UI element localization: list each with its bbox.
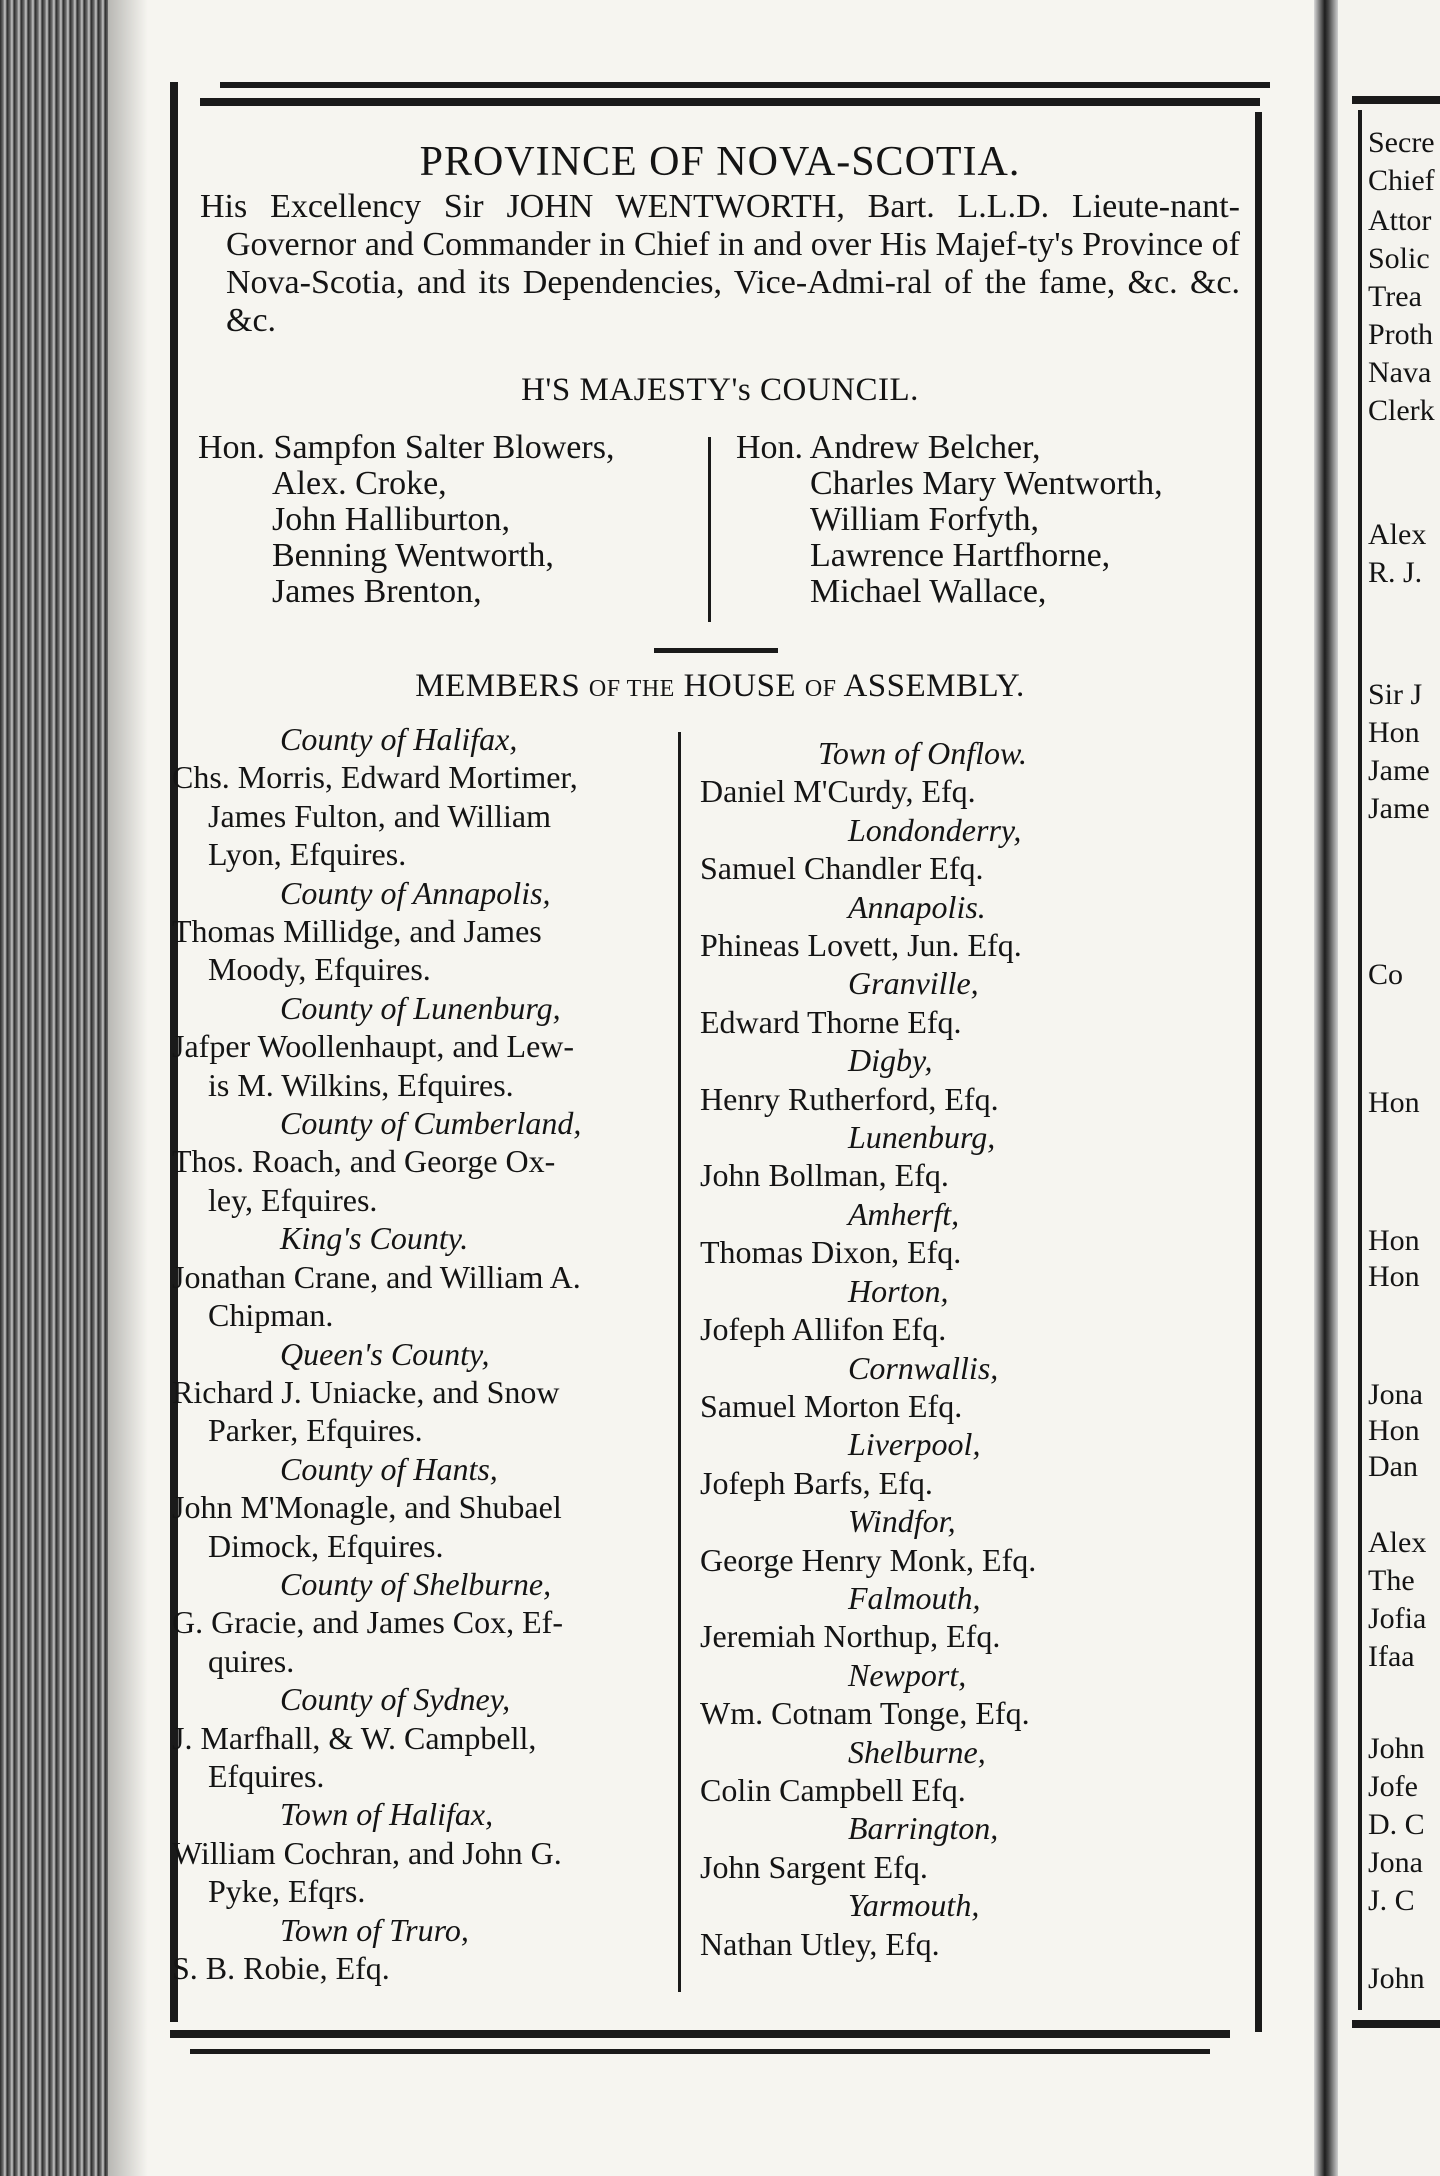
council-left-column [198, 430, 614, 610]
town-entry [698, 1656, 1258, 1733]
council-member: Charles Mary Wentworth, [810, 465, 1163, 502]
member-names: S. B. Robie, Efq. [172, 1950, 390, 1986]
facing-text-line: Attor [1368, 204, 1432, 237]
town-entry [698, 734, 1258, 811]
town-member: Jofeph Barfs, Efq. [700, 1464, 933, 1501]
member-names: William Cochran, and John G. [172, 1834, 562, 1871]
town-member: Samuel Chandler Efq. [700, 850, 984, 887]
town-name: Barrington, [848, 1810, 999, 1847]
member-names: Thos. Roach, and George Ox- [172, 1143, 556, 1180]
member-names: John M'Monagle, and Shubael [172, 1489, 562, 1526]
member-names: James Fulton, and William [208, 797, 551, 834]
facing-text-line: Nava [1368, 356, 1432, 389]
member-names: Chipman. [208, 1297, 334, 1334]
town-name: Windfor, [848, 1503, 956, 1540]
facing-text-line: The [1368, 1564, 1415, 1597]
facing-text-line: Jame [1368, 754, 1430, 787]
member-names: G. Gracie, and James Cox, Ef- [172, 1604, 563, 1641]
town-name: Horton, [848, 1272, 949, 1309]
member-names: J. Marfhall, & W. Campbell, [172, 1719, 537, 1756]
facing-text-line: Clerk [1368, 394, 1435, 427]
member-names: is M. Wilkins, Efquires. [208, 1066, 514, 1103]
governor-intro: His Excellency Sir JOHN WENTWORTH, Bart. L.L.D. Lieute-nant- Governor and Commander in Chief in and over His Majef-ty's Province of Nova-Scotia, and its Dependencies, Vice-Admi-ral of the fame, &c. &c. &c. [200, 188, 1240, 339]
facing-text-line: John [1368, 1732, 1425, 1765]
facing-text-line: Alex [1368, 518, 1427, 551]
county-name: Queen's County, [280, 1335, 490, 1372]
top-rule-thin [220, 82, 1270, 88]
town-member: Nathan Utley, Efq. [700, 1925, 940, 1962]
council-member: Hon. Andrew Belcher, [736, 429, 1041, 466]
council-member: Alex. Croke, [272, 465, 447, 502]
town-member: George Henry Monk, Efq. [700, 1541, 1037, 1578]
page-title: PROVINCE OF NOVA-SCOTIA. [419, 139, 1021, 185]
county-members-column [150, 720, 670, 1987]
facing-text-line: Secre [1368, 126, 1435, 159]
town-member: Jofeph Allifon Efq. [700, 1311, 947, 1348]
county-name: County of Annapolis, [280, 874, 551, 911]
member-names: Moody, Efquires. [208, 951, 431, 988]
town-name: Amherft, [848, 1195, 960, 1232]
member-names: Lyon, Efquires. [208, 836, 407, 873]
page-shadow [108, 0, 148, 2176]
facing-text-line: Alex [1368, 1526, 1427, 1559]
facing-text-line: Jofe [1368, 1770, 1418, 1803]
facing-text-line: John [1368, 1962, 1425, 1995]
town-name: Londonderry, [848, 811, 1022, 848]
county-name: County of Shelburne, [280, 1565, 552, 1602]
header [200, 138, 1240, 340]
county-entry [150, 1911, 670, 1988]
town-name: Cornwallis, [848, 1349, 999, 1386]
assembly-heading [200, 668, 1240, 705]
member-names: Richard J. Uniacke, and Snow [172, 1373, 560, 1410]
town-name: Lunenburg, [848, 1119, 996, 1156]
heading-word: OF THE [588, 676, 675, 702]
town-name: Liverpool, [848, 1426, 981, 1463]
facing-text-line: Hon [1368, 716, 1420, 749]
town-name: Digby, [848, 1042, 933, 1079]
facing-text-line: Jona [1368, 1378, 1423, 1411]
town-entry [698, 1579, 1258, 1656]
county-name: County of Sydney, [280, 1681, 511, 1718]
member-names: Jonathan Crane, and William A. [172, 1258, 581, 1295]
facing-text-line: Jona [1368, 1846, 1423, 1879]
county-entry [150, 1795, 670, 1910]
facing-text-line: Hon [1368, 1086, 1420, 1119]
county-name: County of Lunenburg, [280, 989, 561, 1026]
facing-text-line: D. C [1368, 1808, 1425, 1841]
town-member: Jeremiah Northup, Efq. [700, 1618, 1001, 1655]
facing-text-line: Hon [1368, 1414, 1420, 1447]
bottom-rule-thin [190, 2049, 1210, 2054]
town-entry [698, 1886, 1258, 1963]
town-members-column [698, 734, 1258, 1963]
facing-text-line: R. J. [1368, 556, 1423, 589]
facing-text-line: Sir J [1368, 678, 1423, 711]
facing-frame-left [1358, 110, 1362, 2010]
member-names: Parker, Efquires. [208, 1412, 423, 1449]
county-name: Town of Truro, [280, 1911, 469, 1948]
facing-text-line: Hon [1368, 1224, 1420, 1257]
member-names: Chs. Morris, Edward Mortimer, [172, 759, 578, 796]
town-entry [698, 1733, 1258, 1810]
town-entry [698, 811, 1258, 888]
town-entry [698, 964, 1258, 1041]
town-name: Annapolis. [848, 888, 986, 925]
assembly-divider [678, 732, 681, 1992]
county-name: County of Halifax, [280, 721, 518, 757]
town-member: Daniel M'Curdy, Efq. [700, 773, 976, 810]
town-member: Henry Rutherford, Efq. [700, 1080, 999, 1117]
town-member: Colin Campbell Efq. [700, 1771, 966, 1808]
facing-text-line: Ifaa [1368, 1640, 1415, 1673]
town-member: Samuel Morton Efq. [700, 1387, 963, 1424]
council-divider [708, 437, 711, 622]
council-member: Lawrence Hartfhorne, [810, 537, 1111, 574]
council-member: William Forfyth, [810, 501, 1040, 538]
town-entry [698, 1809, 1258, 1886]
member-names: quires. [208, 1642, 295, 1679]
town-entry [698, 1195, 1258, 1272]
section-divider-rule [654, 648, 778, 653]
member-names: Efquires. [208, 1757, 325, 1794]
town-entry [698, 1502, 1258, 1579]
town-entry [698, 1041, 1258, 1118]
member-names: Thomas Millidge, and James [172, 913, 542, 950]
town-entry [698, 1272, 1258, 1349]
town-member: Wm. Cotnam Tonge, Efq. [700, 1695, 1030, 1732]
council-member: Hon. Sampfon Salter Blowers, [198, 429, 615, 466]
town-member: John Sargent Efq. [700, 1848, 928, 1885]
county-name: County of Hants, [280, 1450, 498, 1487]
facing-text-line: Hon [1368, 1260, 1420, 1293]
council-member: John Halliburton, [272, 501, 510, 538]
town-name: Yarmouth, [848, 1887, 980, 1924]
council-member: Benning Wentworth, [272, 537, 554, 574]
facing-text-line: Chief [1368, 164, 1435, 197]
facing-text-line: J. C [1368, 1884, 1415, 1917]
town-name: Falmouth, [848, 1579, 981, 1616]
facing-text-line: Solic [1368, 242, 1430, 275]
heading-word: ASSEMBLY. [843, 668, 1025, 704]
town-name: Granville, [848, 965, 979, 1002]
county-name: Town of Halifax, [280, 1796, 494, 1833]
page-frame [170, 82, 1270, 2054]
town-name: Newport, [848, 1656, 967, 1693]
town-member: Thomas Dixon, Efq. [700, 1234, 962, 1271]
facing-text-line: Trea [1368, 280, 1422, 313]
member-names: ley, Efquires. [208, 1181, 378, 1218]
council-heading: H'S MAJESTY's COUNCIL. [521, 372, 919, 408]
county-entry [150, 1565, 670, 1680]
town-member: John Bollman, Efq. [700, 1157, 949, 1194]
county-entry [150, 720, 670, 874]
heading-word: HOUSE [683, 668, 797, 704]
page-stack-edge [0, 0, 108, 2176]
facing-bottom-rule [1352, 2020, 1440, 2028]
town-entry [698, 1349, 1258, 1426]
town-member: Edward Thorne Efq. [700, 1003, 962, 1040]
county-name: King's County. [280, 1220, 469, 1257]
town-entry [698, 1118, 1258, 1195]
facing-text-line: Co [1368, 958, 1404, 991]
heading-word: OF [804, 676, 837, 702]
heading-word: MEMBERS [415, 668, 581, 704]
county-entry [150, 1680, 670, 1795]
county-entry [150, 1450, 670, 1565]
county-entry [150, 1104, 670, 1219]
county-entry [150, 874, 670, 989]
facing-page [1338, 0, 1440, 2176]
book-gutter [1314, 0, 1338, 2176]
town-entry [698, 1425, 1258, 1502]
county-entry [150, 1219, 670, 1334]
council-member: James Brenton, [272, 573, 482, 610]
town-name: Town of Onflow. [818, 735, 1027, 771]
facing-text-line: Jofia [1368, 1602, 1427, 1635]
facing-top-rule [1352, 96, 1440, 104]
member-names: Pyke, Efqrs. [208, 1873, 366, 1910]
member-names: Dimock, Efquires. [208, 1527, 444, 1564]
council-member: Michael Wallace, [810, 573, 1047, 610]
facing-text-line: Proth [1368, 318, 1434, 351]
bottom-rule-thick [170, 2030, 1230, 2038]
town-name: Shelburne, [848, 1733, 986, 1770]
member-names: Jafper Woollenhaupt, and Lew- [172, 1028, 575, 1065]
county-entry [150, 989, 670, 1104]
facing-text-line: Jame [1368, 792, 1430, 825]
facing-text-line: Dan [1368, 1450, 1418, 1483]
county-name: County of Cumberland, [280, 1105, 582, 1142]
county-entry [150, 1335, 670, 1450]
council-right-column [736, 430, 1163, 610]
town-member: Phineas Lovett, Jun. Efq. [700, 927, 1022, 964]
town-entry [698, 888, 1258, 965]
top-rule-thick [200, 98, 1260, 106]
